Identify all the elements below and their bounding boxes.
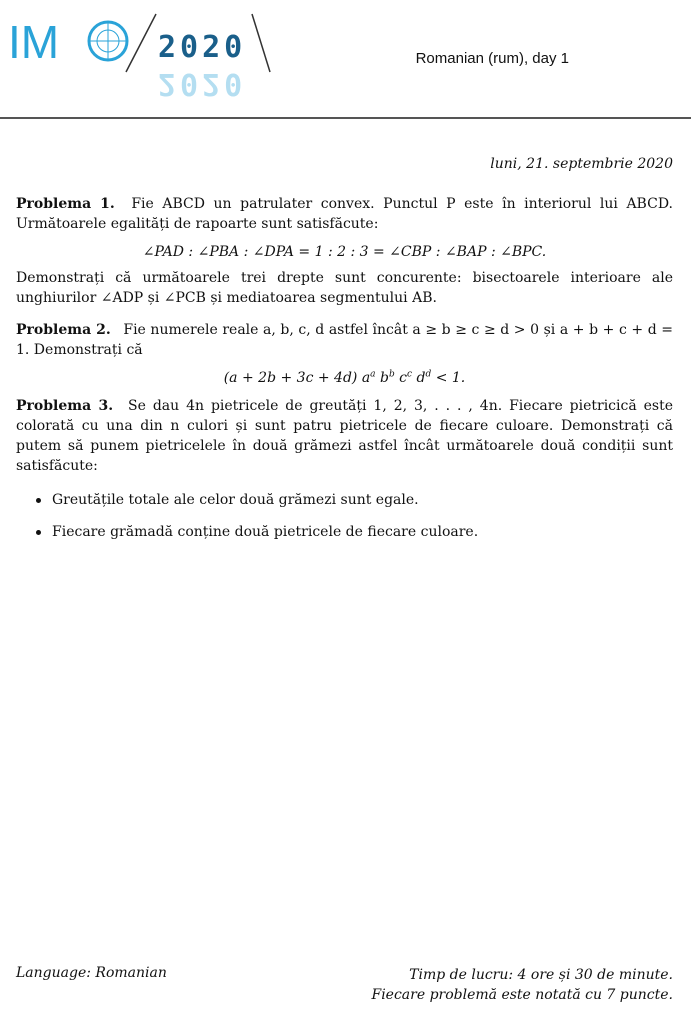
logo-slash-right (252, 14, 270, 72)
footer-language: Language: Romanian (16, 965, 167, 981)
list-item: Greutățile totale ale celor două grămezi sunt egale. (16, 490, 673, 510)
footer-time: Timp de lucru: 4 ore și 30 de minute. (409, 967, 673, 983)
problem-2-title: Problema 2. (16, 322, 111, 338)
problem-1-conclusion: Demonstrați că următoarele trei drepte sunt concurente: bisectoarele interioare ale unghiurilor ∠ADP și ∠PCB și mediatoarea segmentului AB. (16, 270, 673, 306)
problem-2-statement (16, 320, 673, 360)
problem-1 (16, 194, 673, 320)
logo-letters: IM (8, 16, 60, 68)
problem-1-statement (16, 194, 673, 234)
problem-2-text: Fie numerele reale a, b, c, d astfel încât a ≥ b ≥ c ≥ d > 0 și a + b + c + d = 1. Demonstrați că (16, 322, 673, 358)
problem-1-text: Fie ABCD un patrulater convex. Punctul P este în interiorul lui ABCD. Următoarele egalități de rapoarte sunt satisfăcute: (16, 196, 673, 232)
header-divider (0, 117, 691, 119)
imo-2020-logo (8, 10, 278, 101)
bullet-icon (36, 498, 41, 503)
imo-logo-graphic (8, 10, 278, 101)
list-item: Fiecare grămadă conține două pietricele de fiecare culoare. (16, 522, 673, 542)
problems-section (16, 194, 673, 554)
exam-date: luni, 21. septembrie 2020 (490, 156, 673, 172)
logo-year-reflection (158, 66, 246, 101)
problem-2 (16, 320, 673, 396)
problem-3-conditions (16, 490, 673, 542)
bullet-icon (36, 530, 41, 535)
problem-1-equation: ∠PAD : ∠PBA : ∠DPA = 1 : 2 : 3 = ∠CBP : ∠BAP : ∠BPC. (142, 244, 547, 260)
problem-3-title: Problema 3. (16, 398, 114, 414)
logo-year: 2020 (158, 30, 247, 65)
globe-icon (89, 22, 127, 60)
problem-3-text: Se dau 4n pietricele de greutăți 1, 2, 3, . . . , 4n. Fiecare pietricică este colorată cu una din n culori și sunt patru pietricele de fiecare culoare. Demonstrați că putem să punem pietricelele în două grămezi astfel încât următoarele două condiții sunt satisfăcute: (16, 398, 673, 474)
problem-1-title: Problema 1. (16, 196, 115, 212)
language-day-label: Romanian (rum), day 1 (415, 50, 569, 67)
footer-info (371, 965, 673, 1005)
logo-slash-left (126, 14, 156, 72)
svg-text:2020: 2020 (158, 66, 247, 101)
problem-3 (16, 396, 673, 542)
problem-2-inequality: (a + 2b + 3c + 4d) $a^a$ $b^b$ $c^c$ $d^d < 1$. (223, 369, 466, 386)
footer-points: Fiecare problemă este notată cu 7 puncte. (371, 987, 673, 1003)
problem-3-statement (16, 396, 673, 476)
